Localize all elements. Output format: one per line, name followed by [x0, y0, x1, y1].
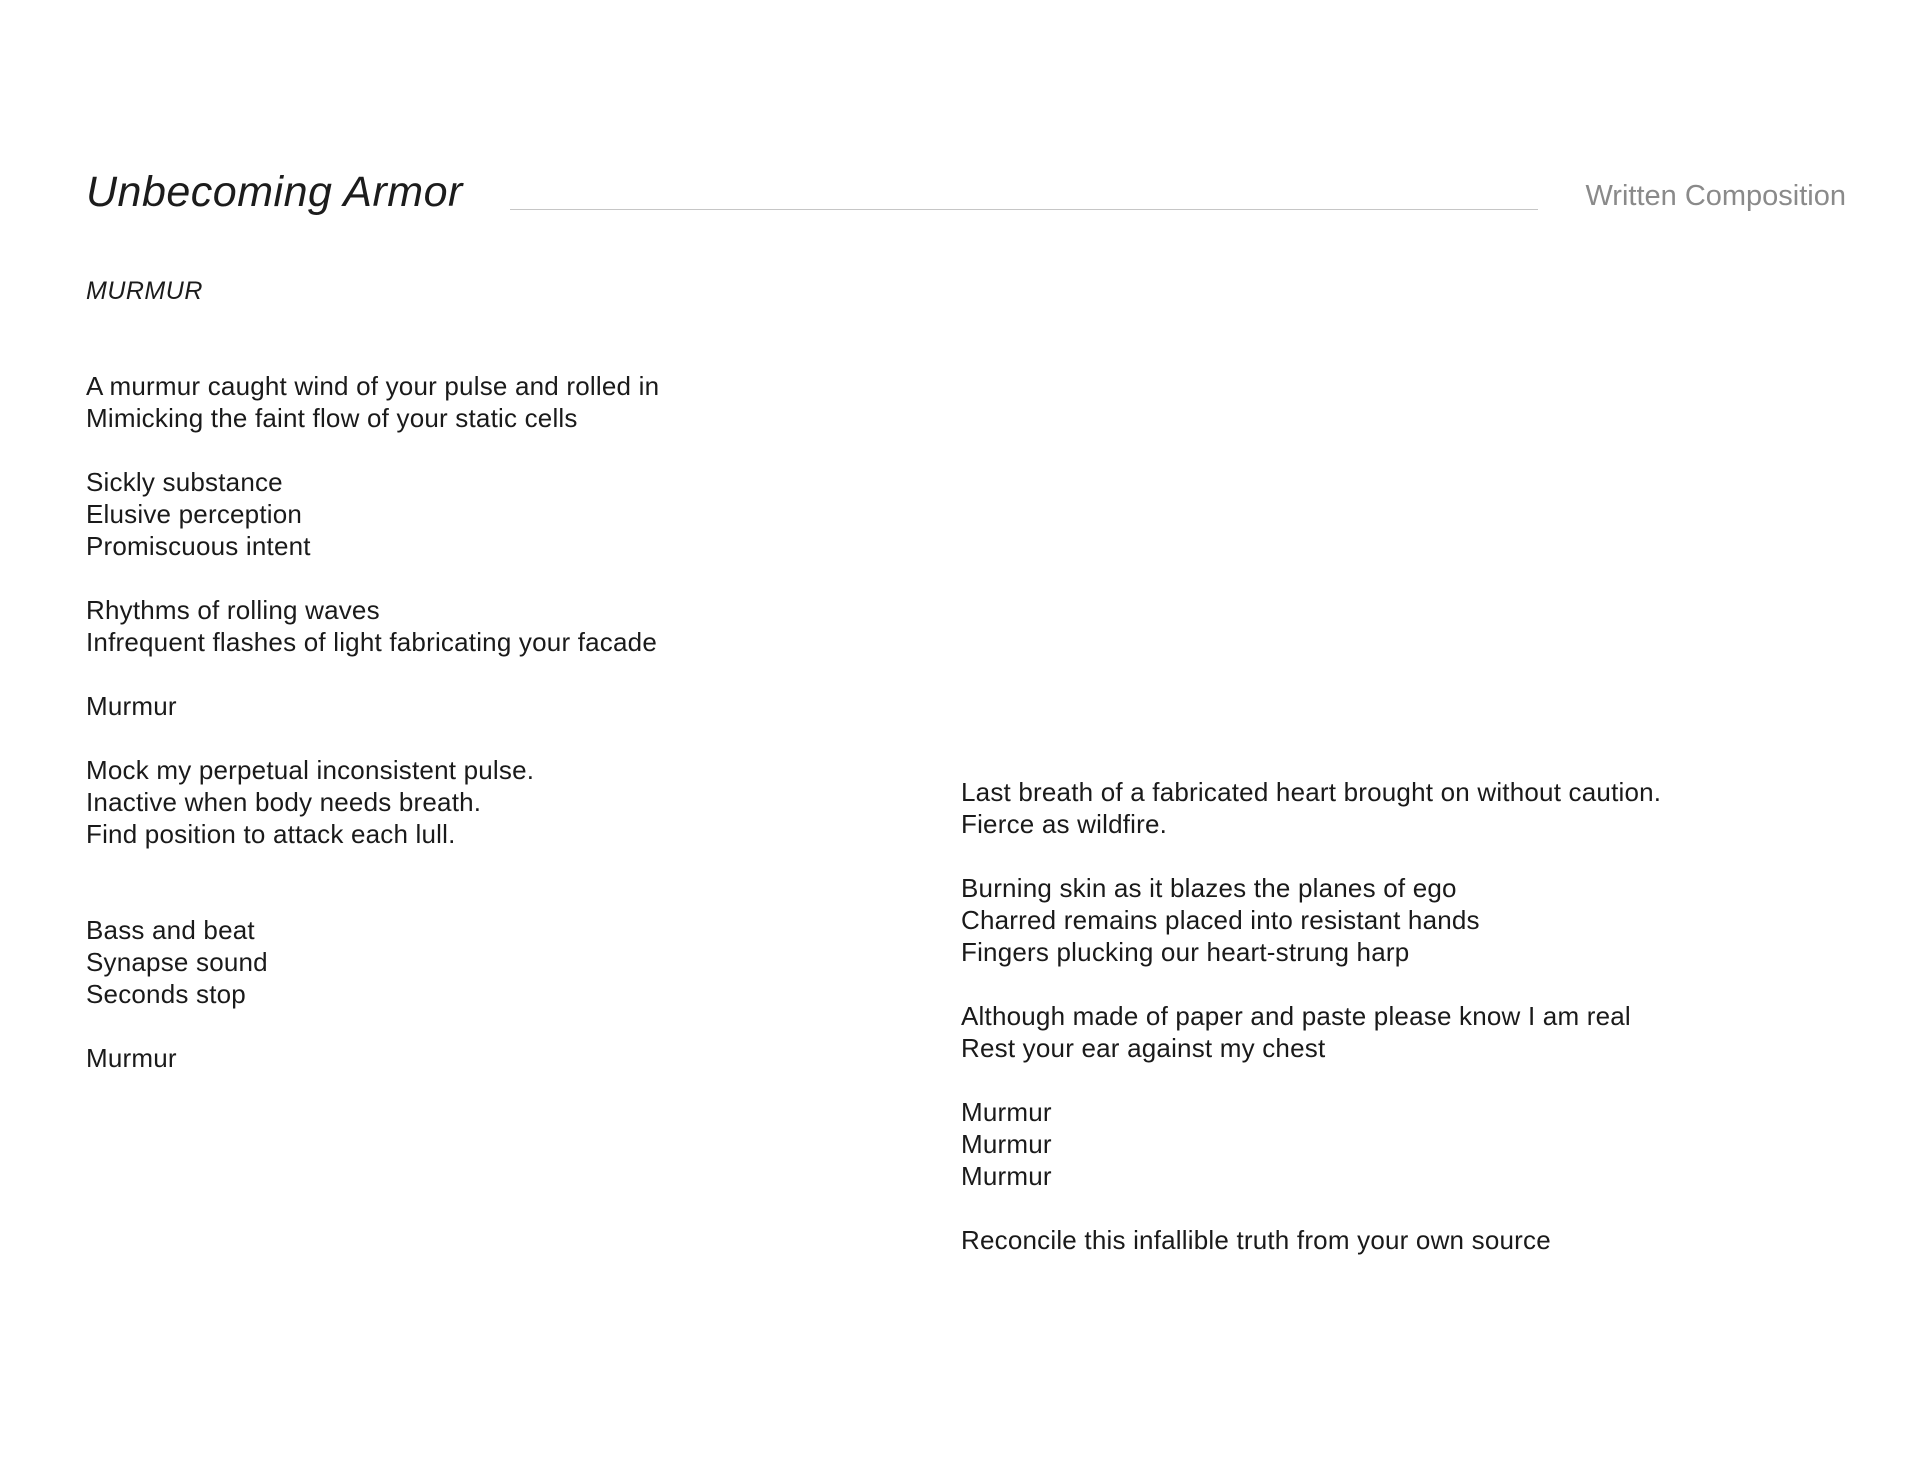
header-divider	[510, 209, 1538, 210]
poem-line: Burning skin as it blazes the planes of ego	[961, 873, 1457, 903]
stanza	[86, 690, 926, 722]
poem-line: Seconds stop	[86, 979, 246, 1009]
stanza	[86, 594, 926, 658]
stanza	[86, 914, 926, 1010]
poem-line: Elusive perception	[86, 499, 303, 529]
stanza	[86, 370, 926, 434]
stanza	[961, 776, 1801, 840]
stanza	[961, 872, 1801, 968]
poem-line: Although made of paper and paste please know I am real	[961, 1001, 1631, 1031]
stanza-spacer	[961, 968, 1801, 1000]
poem-line: Synapse sound	[86, 947, 268, 977]
stanza	[961, 1224, 1801, 1256]
poem-line: Inactive when body needs breath.	[86, 787, 482, 817]
stanza-spacer	[961, 1064, 1801, 1096]
poem-line: Bass and beat	[86, 915, 255, 945]
poem-line: Sickly substance	[86, 467, 283, 497]
poem-right-column	[961, 776, 1801, 1256]
poem-line: Rest your ear against my chest	[961, 1033, 1326, 1063]
stanza-spacer	[86, 562, 926, 594]
poem-title: MURMUR	[86, 277, 203, 305]
poem-line: Find position to attack each lull.	[86, 819, 456, 849]
poem-line: Rhythms of rolling waves	[86, 595, 380, 625]
poem-line: Reconcile this infallible truth from your own source	[961, 1225, 1551, 1255]
poem-line: A murmur caught wind of your pulse and rolled in	[86, 371, 660, 401]
poem-line: Murmur	[961, 1097, 1052, 1127]
stanza	[86, 466, 926, 562]
poem-line: Murmur	[86, 1043, 177, 1073]
poem-line: Murmur	[961, 1129, 1052, 1159]
page-header	[86, 166, 1846, 226]
stanza	[961, 1096, 1801, 1192]
poem-line: Promiscuous intent	[86, 531, 311, 561]
stanza	[961, 1000, 1801, 1064]
section-label: Written Composition	[1585, 180, 1846, 212]
stanza-spacer	[86, 434, 926, 466]
stanza	[86, 1042, 926, 1074]
poem-line: Fierce as wildfire.	[961, 809, 1168, 839]
poem-line: Charred remains placed into resistant hands	[961, 905, 1480, 935]
poem-line: Mock my perpetual inconsistent pulse.	[86, 755, 535, 785]
stanza-spacer	[961, 840, 1801, 872]
poem-line: Murmur	[86, 691, 177, 721]
poem-line: Infrequent flashes of light fabricating your facade	[86, 627, 657, 657]
poem-line: Murmur	[961, 1161, 1052, 1191]
document-title: Unbecoming Armor	[86, 168, 463, 216]
stanza-spacer	[86, 722, 926, 754]
poem-line: Mimicking the faint flow of your static cells	[86, 403, 578, 433]
stanza-spacer	[86, 1010, 926, 1042]
stanza-spacer	[86, 850, 926, 914]
poem-line: Last breath of a fabricated heart brought on without caution.	[961, 777, 1662, 807]
stanza	[86, 754, 926, 850]
stanza-spacer	[86, 658, 926, 690]
stanza-spacer	[961, 1192, 1801, 1224]
poem-line: Fingers plucking our heart-strung harp	[961, 937, 1410, 967]
poem-left-column	[86, 370, 926, 1074]
